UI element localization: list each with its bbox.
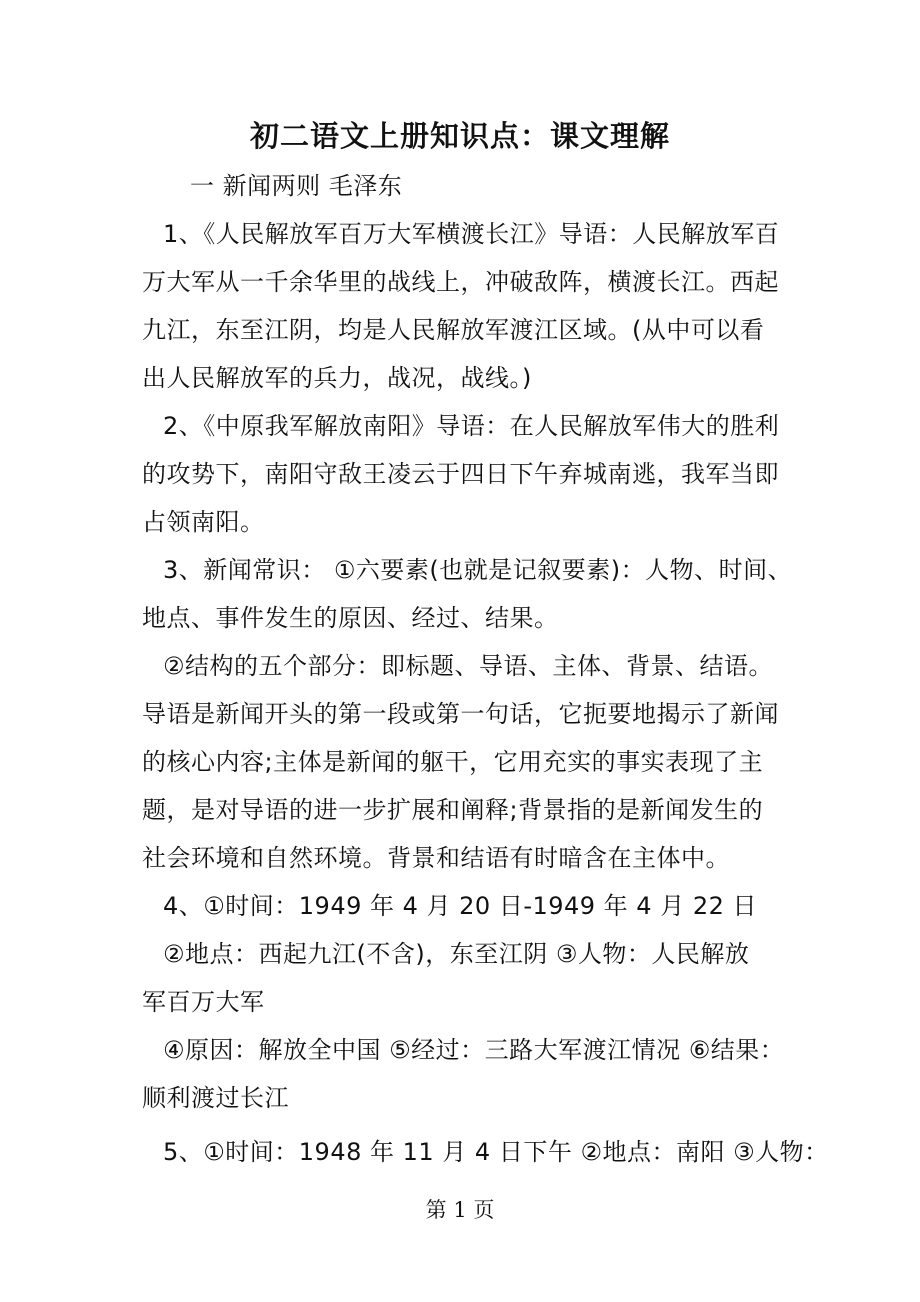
page-number: 第 1 页 (425, 1198, 495, 1222)
text-line: 题，是对导语的进一步扩展和阐释;背景指的是新闻发生的 (142, 796, 764, 824)
text-line: 2、《中原我军解放南阳》导语：在人民解放军伟大的胜利 (163, 412, 780, 440)
section-heading: 一 新闻两则 毛泽东 (190, 172, 403, 200)
text-line: 3、新闻常识： ①六要素(也就是记叙要素)：人物、时间、 (163, 556, 793, 584)
text-line: 万大军从一千余华里的战线上，冲破敌阵，横渡长江。西起 (142, 268, 779, 296)
text-line: 占领南阳。 (142, 508, 265, 536)
document-title: 初二语文上册知识点：课文理解 (249, 119, 670, 153)
text-line: 出人民解放军的兵力，战况，战线。) (142, 364, 532, 392)
text-line: ④原因：解放全中国 ⑤经过：三路大军渡江情况 ⑥结果： (163, 1036, 785, 1064)
text-line: 军百万大军 (142, 988, 265, 1016)
text-line: 九江，东至江阴，均是人民解放军渡江区域。(从中可以看 (142, 316, 765, 344)
text-line: 地点、事件发生的原因、经过、结果。 (142, 604, 559, 632)
text-line: 5、①时间：1948 年 11 月 4 日下午 ②地点：南阳 ③人物： (163, 1138, 829, 1166)
text-line: 4、①时间：1949 年 4 月 20 日-1949 年 4 月 22 日 (163, 892, 758, 920)
text-line: 的核心内容;主体是新闻的躯干，它用充实的事实表现了主 (142, 748, 764, 776)
text-line: 社会环境和自然环境。背景和结语有时暗含在主体中。 (142, 844, 730, 872)
text-line: 的攻势下，南阳守敌王凌云于四日下午弃城南逃，我军当即 (142, 460, 779, 488)
text-line: 导语是新闻开头的第一段或第一句话，它扼要地揭示了新闻 (142, 700, 779, 728)
text-line: ②地点：西起九江(不含)，东至江阴 ③人物：人民解放 (163, 940, 750, 968)
text-line: 1、《人民解放军百万大军横渡长江》导语：人民解放军百 (163, 220, 780, 248)
text-line: ②结构的五个部分：即标题、导语、主体、背景、结语。 (163, 652, 774, 680)
text-line: 顺利渡过长江 (142, 1084, 289, 1112)
